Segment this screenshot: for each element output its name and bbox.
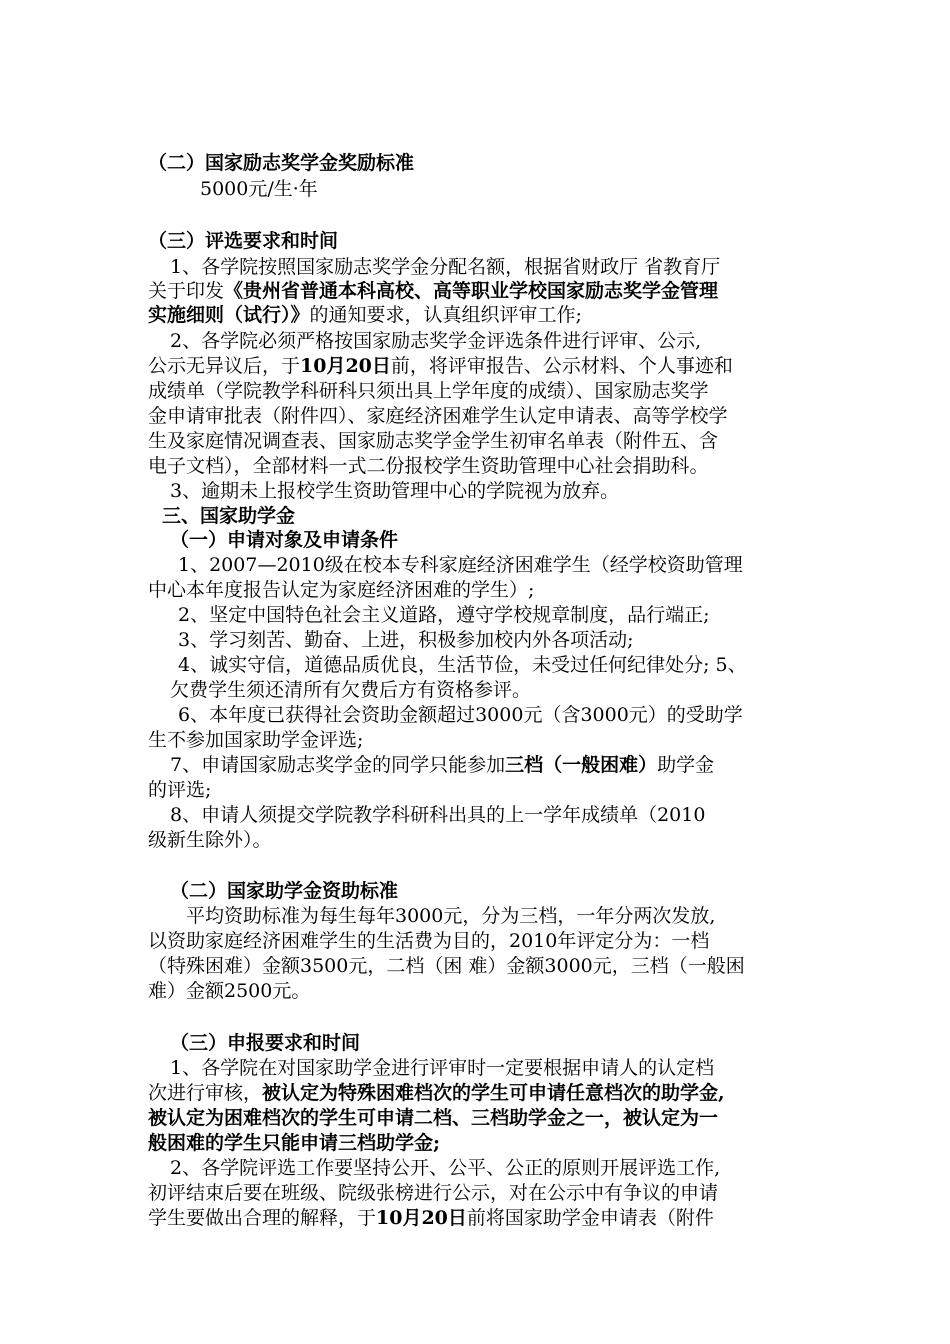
- bold-text-segment: 三、国家助学金: [162, 505, 296, 527]
- text-line: [148, 228, 930, 254]
- text-line: [178, 702, 930, 728]
- bold-text-segment: 实施细则（试行）》: [148, 304, 310, 326]
- text-line: [170, 878, 930, 904]
- text-line: [148, 353, 930, 379]
- text-segment: 以资助家庭经济困难学生的生活费为目的，2010年评定分为：一档: [148, 930, 710, 952]
- bold-text-segment: （三）申报要求和时间: [170, 1032, 361, 1054]
- text-segment: 的通知要求，认真组织评审工作;: [309, 304, 582, 326]
- bold-text-segment: （二）国家助学金资助标准: [170, 880, 399, 902]
- text-line: [148, 428, 930, 454]
- text-line: [170, 478, 930, 504]
- bold-text-segment: （一）申请对象及申请条件: [170, 529, 399, 551]
- text-line: [148, 1080, 930, 1106]
- text-line: [170, 328, 930, 354]
- text-line: [170, 752, 930, 778]
- text-segment: 3、学习刻苦、勤奋、上进，积极参加校内外各项活动;: [178, 629, 634, 651]
- bold-text-segment: 般困难的学生只能申请三档助学金;: [148, 1132, 441, 1154]
- text-line: [178, 652, 930, 678]
- text-line: [148, 378, 930, 404]
- text-segment: 成绩单（学院教学科研科只须出具上学年度的成绩）、国家励志奖学: [148, 380, 709, 402]
- text-line: [148, 978, 930, 1004]
- text-line: [148, 577, 930, 603]
- text-segment: 生不参加国家助学金评选;: [148, 729, 364, 751]
- text-line: [178, 627, 930, 653]
- text-line: [148, 1180, 930, 1206]
- bold-text-segment: 10月20日: [300, 355, 391, 377]
- text-line: [148, 1105, 930, 1131]
- text-segment: 金申请审批表（附件四）、家庭经济困难学生认定申请表、高等学校学: [148, 405, 728, 427]
- text-segment: 公示无异议后，于: [148, 355, 301, 377]
- bold-text-segment: 被认定为困难档次的学生可申请二档、三档助学金之一，被认定为一: [148, 1107, 719, 1129]
- text-segment: 1、各学院在对国家助学金进行评审时一定要根据申请人的认定档: [170, 1057, 715, 1079]
- text-line: [148, 1205, 930, 1231]
- text-segment: 难）金额2500元。: [148, 980, 311, 1002]
- text-line: [148, 453, 930, 479]
- text-segment: 平均资助标准为每生每年3000元，分为三档，一年分两次发放,: [186, 905, 716, 927]
- text-line: [148, 1130, 930, 1156]
- bold-text-segment: 《贵州省普通本科高校、高等职业学校国家励志奖学金管理: [224, 280, 719, 302]
- text-segment: 电子文档），全部材料一式二份报校学生资助管理中心社会捐助科。: [148, 455, 709, 477]
- text-segment: 6、本年度已获得社会资助金额超过3000元（含3000元）的受助学: [178, 704, 743, 726]
- text-segment: 级新生除外）。: [148, 829, 272, 851]
- text-segment: 关于印发: [148, 280, 225, 302]
- text-line: [148, 150, 930, 176]
- text-segment: 助学金: [657, 754, 715, 776]
- text-segment: 3、逾期未上报校学生资助管理中心的学院视为放弃。: [170, 480, 620, 502]
- text-segment: 初评结束后要在班级、院级张榜进行公示，对在公示中有争议的申请: [148, 1182, 719, 1204]
- text-line: [170, 1030, 930, 1056]
- text-segment: 前，将评审报告、公示材料、个人事迹和: [390, 355, 733, 377]
- text-line: [148, 727, 930, 753]
- bold-text-segment: （二）国家励志奖学金奖励标准: [148, 152, 415, 174]
- text-segment: 前将国家助学金申请表（附件: [466, 1207, 714, 1229]
- bold-text-segment: 10月20日: [376, 1207, 467, 1229]
- text-line: [186, 903, 930, 929]
- text-segment: 欠费学生须还清所有欠费后方有资格参评。: [170, 679, 532, 701]
- text-line: [148, 302, 930, 328]
- text-line: [148, 278, 930, 304]
- text-segment: 1、各学院按照国家励志奖学金分配名额，根据省财政厅 省教育厅: [170, 256, 721, 278]
- text-segment: 5000元/生·年: [200, 178, 318, 200]
- text-segment: 8、申请人须提交学院教学科研科出具的上一学年成绩单（2010: [170, 804, 706, 826]
- bold-text-segment: （三）评选要求和时间: [148, 230, 339, 252]
- text-line: [170, 802, 930, 828]
- text-line: [170, 254, 930, 280]
- text-line: [148, 928, 930, 954]
- bold-text-segment: 被认定为特殊困难档次的学生可申请任意档次的助学金,: [262, 1082, 725, 1104]
- text-line: [200, 176, 930, 202]
- text-segment: 2、各学院评选工作要坚持公开、公平、公正的原则开展评选工作,: [170, 1157, 721, 1179]
- text-line: [148, 777, 930, 803]
- text-line: [162, 503, 930, 529]
- text-segment: 2、各学院必须严格按国家励志奖学金评选条件进行评审、公示,: [170, 330, 702, 352]
- text-segment: 中心本年度报告认定为家庭经济困难的学生）;: [148, 579, 535, 601]
- bold-text-segment: 三档（一般困难）: [505, 754, 658, 776]
- text-segment: 次进行审核，: [148, 1082, 263, 1104]
- text-segment: 学生要做出合理的解释，于: [148, 1207, 377, 1229]
- text-line: [148, 827, 930, 853]
- text-segment: （特殊困难）金额3500元，二档（困 难）金额3000元，三档（一般困: [148, 955, 745, 977]
- text-line: [178, 602, 930, 628]
- text-line: [170, 1155, 930, 1181]
- text-segment: 7、申请国家励志奖学金的同学只能参加: [170, 754, 506, 776]
- text-line: [178, 552, 930, 578]
- text-line: [148, 953, 930, 979]
- text-segment: 生及家庭情况调查表、国家励志奖学金学生初审名单表（附件五、含: [148, 430, 719, 452]
- text-segment: 的评选;: [148, 779, 212, 801]
- text-segment: 1、2007—2010级在校本专科家庭经济困难学生（经学校资助管理: [178, 554, 743, 576]
- text-line: [148, 403, 930, 429]
- text-line: [170, 677, 930, 703]
- text-line: [170, 527, 930, 553]
- text-segment: 4、诚实守信，道德品质优良，生活节俭，未受过任何纪律处分; 5、: [178, 654, 747, 676]
- text-segment: 2、坚定中国特色社会主义道路，遵守学校规章制度，品行端正;: [178, 604, 710, 626]
- text-line: [170, 1055, 930, 1081]
